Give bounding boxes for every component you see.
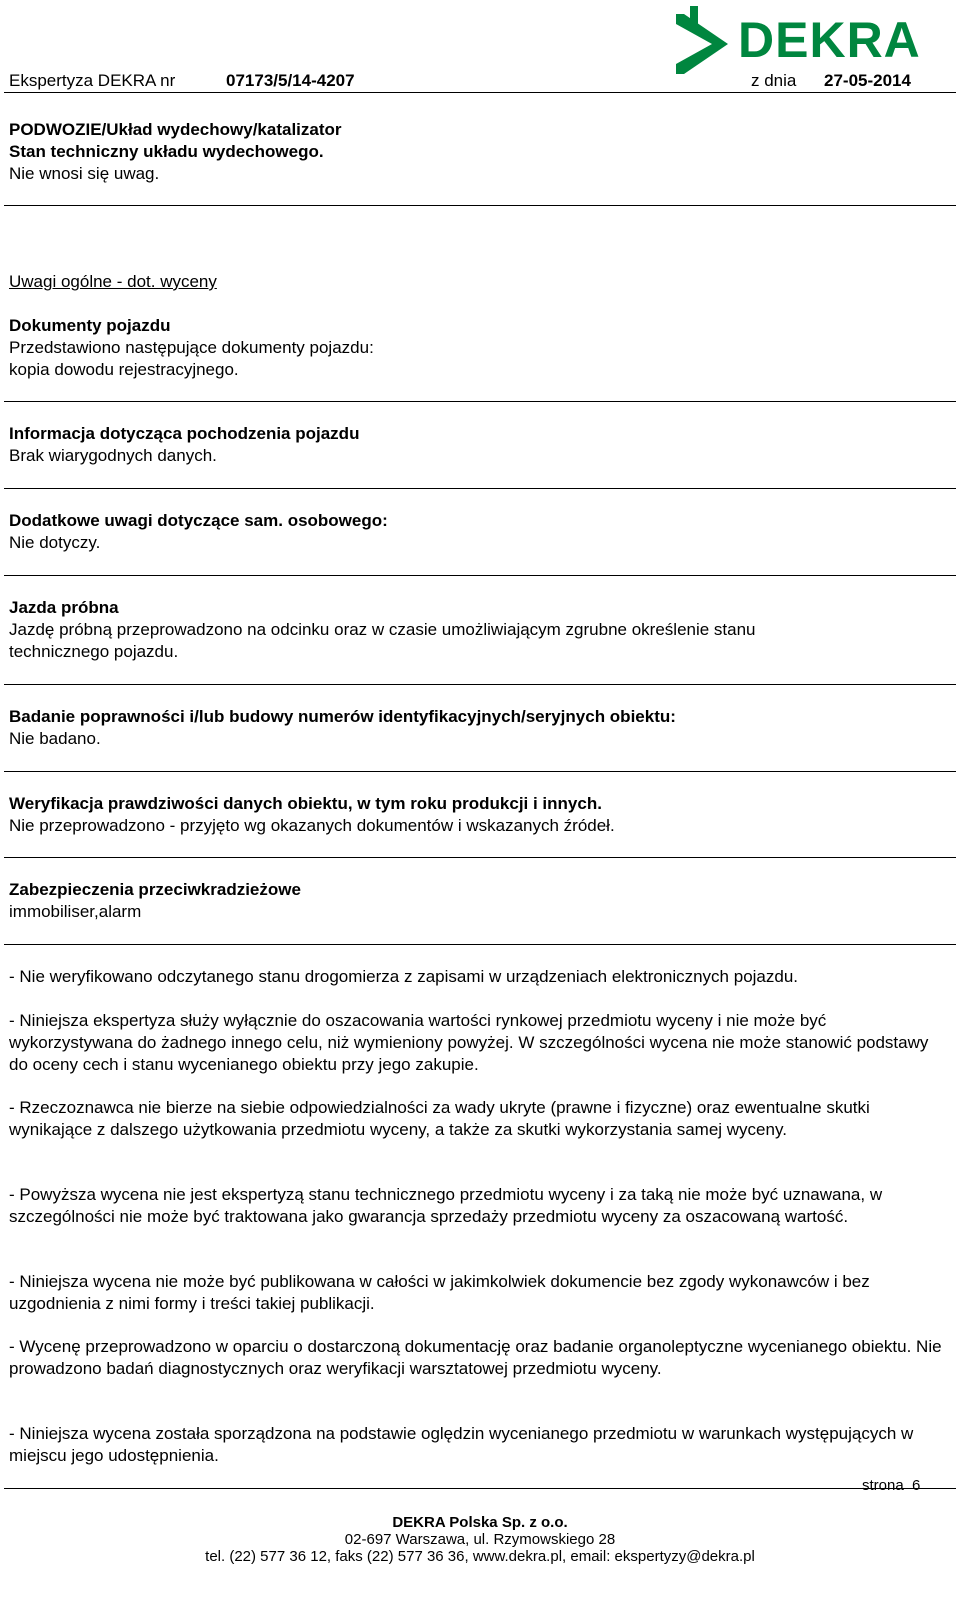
header-divider <box>4 92 956 93</box>
remark-paragraph: - Wycenę przeprowadzono w oparciu o dostarczoną dokumentację oraz badanie organoleptyczne wycenianego obiektu. Nie prowadzono badań diagnostycznych oraz weryfikacji warsztatowej przedmiotu wyceny. <box>9 1337 942 1378</box>
section-heading: Dokumenty pojazdu <box>9 316 171 335</box>
section-heading: Weryfikacja prawdziwości danych obiektu, w tym roku produkcji i innych. <box>9 794 602 813</box>
remark-paragraph: - Niniejsza wycena została sporządzona na podstawie oględzin wycenianego przedmiotu w warunkach występujących w miejscu jego udostępnienia. <box>9 1424 914 1465</box>
section-divider <box>4 205 956 206</box>
remark-paragraph: - Nie weryfikowano odczytanego stanu drogomierza z zapisami w urządzeniach elektronicznych pojazdu. <box>9 967 799 986</box>
remark-paragraph: - Niniejsza wycena nie może być publikowana w całości w jakimkolwiek dokumencie bez zgody wykonawców i bez uzgodnienia z nimi formy i treści takiej publikacji. <box>9 1272 870 1313</box>
remark-paragraph: - Powyższa wycena nie jest ekspertyzą stanu technicznego przedmiotu wyceny i za taką nie może być uznawana, w szczególności nie może być traktowana jako gwarancja sprzedaży przedmiotu wyceny za oszacowaną wartość. <box>9 1185 883 1226</box>
section-divider <box>4 488 956 489</box>
section-heading: PODWOZIE/Układ wydechowy/katalizator <box>9 120 342 139</box>
footer-company: DEKRA Polska Sp. z o.o. <box>392 1514 568 1531</box>
footer-contact: tel. (22) 577 36 12, faks (22) 577 36 36, www.dekra.pl, email: ekspertyzy@dekra.pl <box>205 1548 755 1565</box>
footer-divider <box>4 1488 956 1489</box>
section-body: Nie badano. <box>9 729 101 748</box>
remark-paragraph: - Rzeczoznawca nie bierze na siebie odpowiedzialności za wady ukryte (prawne i fizyczne) oraz ewentualne skutki wynikające z dalszego użytkowania przedmiotu wyceny, a także za skutki wykorzystania samej wyceny. <box>9 1098 870 1139</box>
section-body: Nie wnosi się uwag. <box>9 164 160 183</box>
section-heading: Dodatkowe uwagi dotyczące sam. osobowego: <box>9 511 388 530</box>
section-heading: Informacja dotycząca pochodzenia pojazdu <box>9 424 360 443</box>
section-divider <box>4 944 956 945</box>
section-heading: Badanie poprawności i/lub budowy numerów identyfikacyjnych/seryjnych obiektu: <box>9 707 676 726</box>
section-heading: Jazda próbna <box>9 598 119 617</box>
section-body: kopia dowodu rejestracyjnego. <box>9 360 239 379</box>
section-divider <box>4 684 956 685</box>
header-number: 07173/5/14-4207 <box>226 71 355 90</box>
section-divider <box>4 401 956 402</box>
section-body: Nie dotyczy. <box>9 533 101 552</box>
section-divider <box>4 771 956 772</box>
section-subheading: Stan techniczny układu wydechowego. <box>9 142 324 161</box>
section-body: Brak wiarygodnych danych. <box>9 446 217 465</box>
header-date: 27-05-2014 <box>824 71 911 90</box>
page-number: strona 6 <box>862 1477 921 1494</box>
section-body: technicznego pojazdu. <box>9 642 179 661</box>
footer-address: 02-697 Warszawa, ul. Rzymowskiego 28 <box>344 1531 616 1548</box>
section-divider <box>4 575 956 576</box>
section-body: Jazdę próbną przeprowadzono na odcinku oraz w czasie umożliwiającym zgrubne określenie stanu <box>9 620 756 639</box>
header-label: Ekspertyza DEKRA nr <box>9 71 176 90</box>
dekra-logo-text: DEKRA <box>738 12 921 68</box>
section-divider <box>4 857 956 858</box>
header-date-label: z dnia <box>751 71 797 90</box>
section-body: Nie przeprowadzono - przyjęto wg okazanych dokumentów i wskazanych źródeł. <box>9 816 615 835</box>
remark-paragraph: - Niniejsza ekspertyza służy wyłącznie do oszacowania wartości rynkowej przedmiotu wyceny i nie może być wykorzystywana do żadnego innego celu, niż wymieniony powyżej. W szczególności wycena nie może stanowić podstawy do oceny cech i stanu wycenianego obiektu przy jego zakupie. <box>9 1011 929 1074</box>
remarks-title: Uwagi ogólne - dot. wyceny <box>9 272 217 291</box>
section-heading: Zabezpieczenia przeciwkradzieżowe <box>9 880 301 899</box>
section-body: Przedstawiono następujące dokumenty pojazdu: <box>9 338 374 357</box>
section-body: immobiliser,alarm <box>9 902 142 921</box>
dekra-logo <box>676 6 932 78</box>
